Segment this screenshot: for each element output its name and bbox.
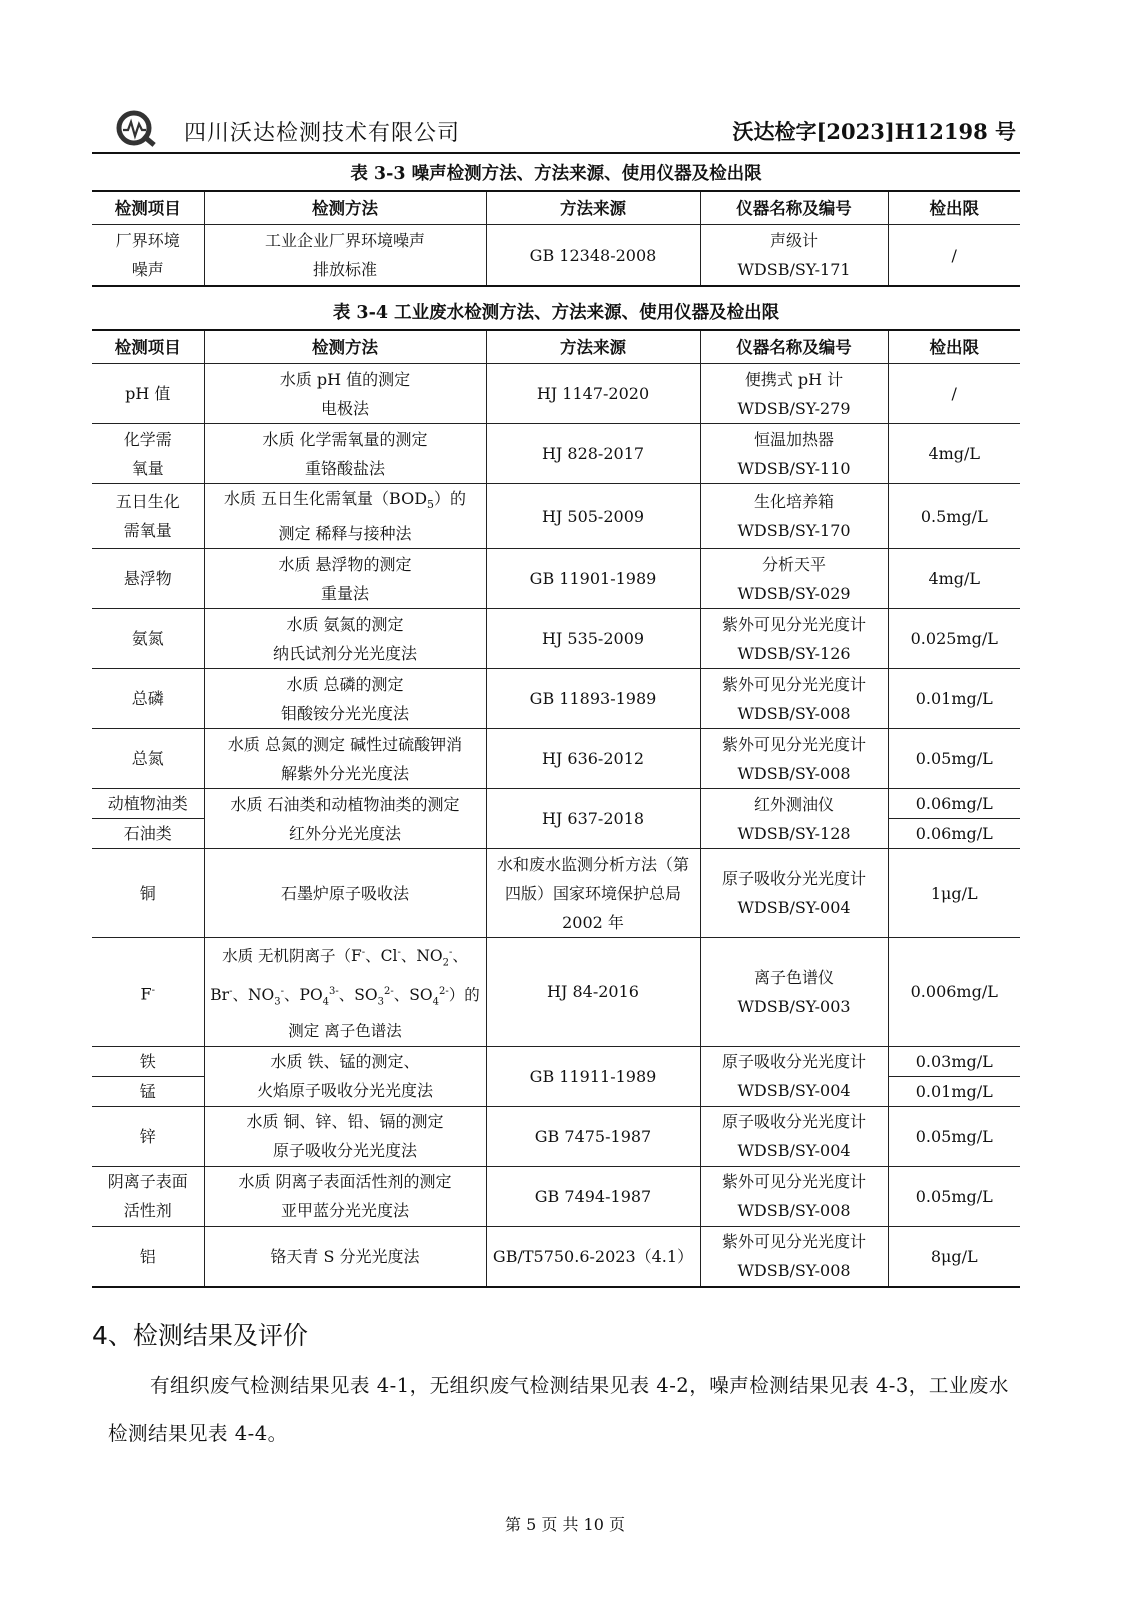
table-row: 锌 水质 铜、锌、铅、镉的测定 原子吸收分光光度法 GB 7475-1987 原子吸收分光光度计 WDSB/SY-004 0.05mg/L xyxy=(92,1106,1020,1166)
header-instrument: 仪器名称及编号 xyxy=(700,330,888,364)
header-instrument: 仪器名称及编号 xyxy=(700,191,888,225)
table-row: F- 水质 无机阴离子（F-、Cl-、$NO_2^-$、 Br-、$NO_3^-$、$PO_4^{3-}$、$SO_3^{2-}$、$SO_4^{2-}$）的 测定 离子色谱法 HJ 84-2016 离子色谱仪 WDSB/SY-003 0.006mg/L xyxy=(92,938,1020,1047)
table-row: 铁 水质 铁、锰的测定、 火焰原子吸收分光光度法 GB 11911-1989 原子吸收分光光度计 WDSB/SY-004 0.03mg/L xyxy=(92,1046,1020,1076)
page-header xyxy=(92,104,1020,154)
document-number: 沃达检字[2023]H12198 号 xyxy=(732,119,1016,144)
table-row: 五日生化 需氧量 水质 五日生化需氧量$(BOD_5)$的 测定 稀释与接种法 HJ 505-2009 生化培养箱 WDSB/SY-170 0.5mg/L xyxy=(92,484,1020,549)
header-source: 方法来源 xyxy=(486,330,700,364)
company-logo-icon xyxy=(114,108,162,148)
table-row: 总磷 水质 总磷的测定 钼酸铵分光光度法 GB 11893-1989 紫外可见分光光度计 WDSB/SY-008 0.01mg/L xyxy=(92,669,1020,729)
table-3-4-caption: 表 3-4 工业废水检测方法、方法来源、使用仪器及检出限 xyxy=(332,303,780,323)
table-row: 石油类 0.06mg/L xyxy=(92,819,1020,849)
table-3-4 xyxy=(92,329,1020,1288)
table-row: 阴离子表面 活性剂 水质 阴离子表面活性剂的测定 亚甲蓝分光光度法 GB 7494-1987 紫外可见分光光度计 WDSB/SY-008 0.05mg/L xyxy=(92,1166,1020,1226)
table-row: 化学需 氧量 水质 化学需氧量的测定 重铬酸盐法 HJ 828-2017 恒温加热器 WDSB/SY-110 4mg/L xyxy=(92,424,1020,484)
page-number: 第 5 页 共 10 页 xyxy=(505,1515,625,1534)
table-3-3 xyxy=(92,190,1020,287)
company-name: 四川沃达检测技术有限公司 xyxy=(184,121,461,146)
table-row: pH 值 水质 pH 值的测定 电极法 HJ 1147-2020 便携式 pH 计 WDSB/SY-279 / xyxy=(92,364,1020,424)
table-row: 总氮 水质 总氮的测定 碱性过硫酸钾消 解紫外分光光度法 HJ 636-2012 紫外可见分光光度计 WDSB/SY-008 0.05mg/L xyxy=(92,729,1020,789)
header-limit: 检出限 xyxy=(888,330,1020,364)
header-source: 方法来源 xyxy=(486,191,700,225)
table-3-3-caption: 表 3-3 噪声检测方法、方法来源、使用仪器及检出限 xyxy=(350,164,762,184)
table-row: 锰 0.01mg/L xyxy=(92,1076,1020,1106)
header-method: 检测方法 xyxy=(204,191,486,225)
table-row: 悬浮物 水质 悬浮物的测定 重量法 GB 11901-1989 分析天平 WDSB/SY-029 4mg/L xyxy=(92,549,1020,609)
body-paragraph: 有组织废气检测结果见表 4-1，无组织废气检测结果见表 4-2，噪声检测结果见表 4-3，工业废水检测结果见表 4-4。 xyxy=(108,1374,1009,1445)
header-item: 检测项目 xyxy=(92,191,204,225)
table-row: 铜 石墨炉原子吸收法 水和废水监测分析方法（第 四版）国家环境保护总局 2002 年 原子吸收分光光度计 WDSB/SY-004 1μg/L xyxy=(92,849,1020,938)
header-method: 检测方法 xyxy=(204,330,486,364)
header-limit: 检出限 xyxy=(888,191,1020,225)
table-row: 厂界环境 噪声 工业企业厂界环境噪声 排放标准 GB 12348-2008 声级计 WDSB/SY-171 / xyxy=(92,225,1020,287)
section-title: 4、检测结果及评价 xyxy=(92,1321,308,1350)
table-row: 动植物油类 水质 石油类和动植物油类的测定 红外分光光度法 HJ 637-2018 红外测油仪 WDSB/SY-128 0.06mg/L xyxy=(92,789,1020,819)
table-row: 氨氮 水质 氨氮的测定 纳氏试剂分光光度法 HJ 535-2009 紫外可见分光光度计 WDSB/SY-126 0.025mg/L xyxy=(92,609,1020,669)
table-row: 铝 铬天青 S 分光光度法 GB/T5750.6-2023（4.1） 紫外可见分光光度计 WDSB/SY-008 8μg/L xyxy=(92,1226,1020,1287)
header-item: 检测项目 xyxy=(92,330,204,364)
